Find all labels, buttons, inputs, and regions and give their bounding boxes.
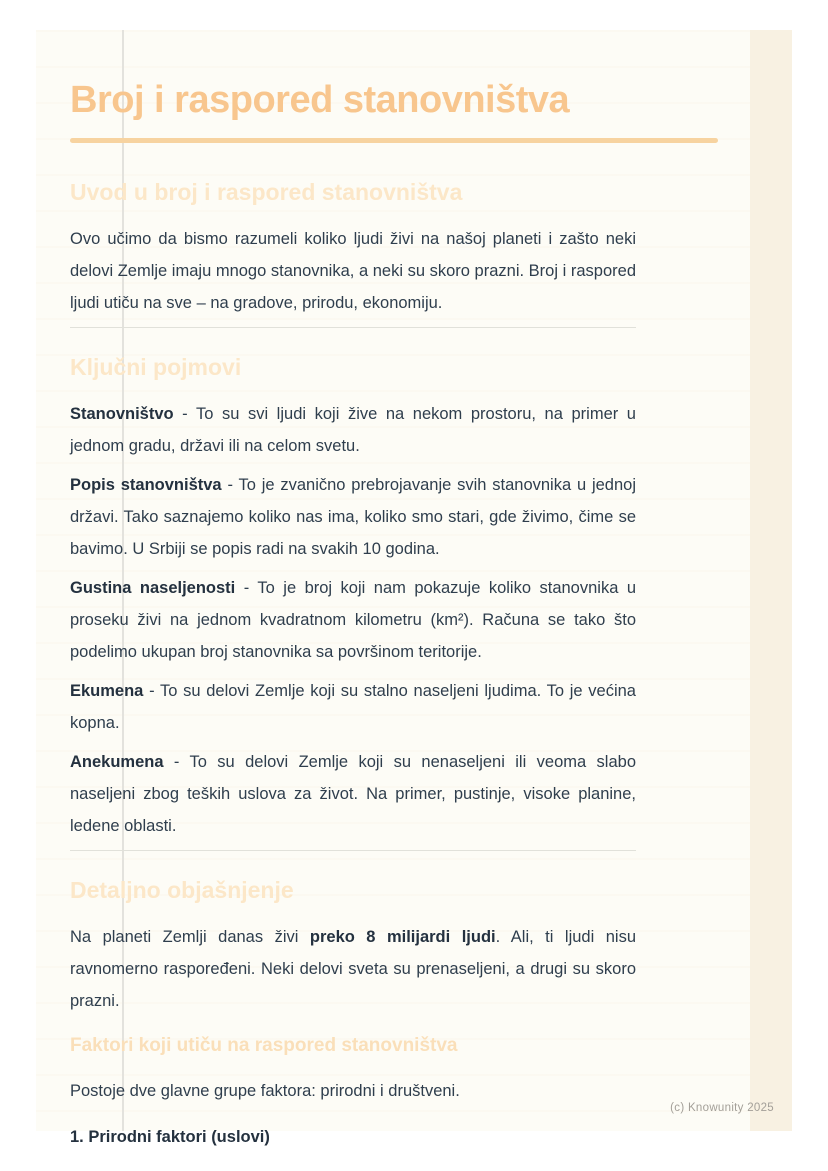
page-title: Broj i raspored stanovništva bbox=[70, 79, 570, 121]
term-definition: - To su delovi Zemlje koji su stalno naseljeni ljudima. To je većina kopna. bbox=[70, 682, 636, 732]
section-heading-intro: Uvod u broj i raspored stanovništva bbox=[70, 179, 463, 205]
section-heading-key-terms: Ključni pojmovi bbox=[70, 354, 242, 380]
page-margin-band bbox=[750, 30, 792, 1131]
factors-item-heading: 1. Prirodni faktori (uslovi) bbox=[70, 1128, 270, 1146]
term-paragraph bbox=[70, 398, 636, 462]
detail-text-pre: Na planeti Zemlji danas živi bbox=[70, 928, 310, 946]
footer-copyright: (c) Knowunity 2025 bbox=[670, 1102, 774, 1114]
term-name: Anekumena bbox=[70, 753, 164, 771]
intro-paragraph: Ovo učimo da bismo razumeli koliko ljudi živi na našoj planeti i zašto neki delovi Zemlje imaju mnogo stanovnika, a neki su skoro prazni. Broj i raspored ljudi utiču na sve – na gradove, prirodu, ekonomiju. bbox=[70, 230, 636, 312]
page-content bbox=[70, 30, 718, 1153]
section-divider bbox=[70, 327, 636, 328]
detail-text-post: . Ali, ti ljudi nisu ravnomerno raspoređeni. Neki delovi sveta su prenaseljeni, a drugi su skoro prazni. bbox=[70, 928, 636, 1010]
term-definition: - To su svi ljudi koji žive na nekom prostoru, na primer u jednom gradu, državi ili na celom svetu. bbox=[70, 405, 636, 455]
term-name: Popis stanovništva bbox=[70, 476, 222, 494]
detail-text-bold: preko 8 milijardi ljudi bbox=[309, 928, 496, 946]
factors-intro-paragraph: Postoje dve glavne grupe faktora: prirodni i društveni. bbox=[70, 1082, 460, 1100]
term-name: Stanovništvo bbox=[70, 405, 174, 423]
detail-paragraph bbox=[70, 921, 636, 1017]
term-definition: - To je zvanično prebrojavanje svih stanovnika u jednoj državi. Tako saznajemo koliko nas ima, koliko smo stari, gde živimo, čime se bavimo. U Srbiji se popis radi na svakih 10 godina. bbox=[70, 476, 636, 558]
term-name: Ekumena bbox=[70, 682, 144, 700]
section-divider bbox=[70, 850, 636, 851]
term-paragraph bbox=[70, 572, 636, 668]
term-name: Gustina naseljenosti bbox=[70, 579, 236, 597]
document-page bbox=[36, 30, 792, 1146]
section-heading-detail: Detaljno objašnjenje bbox=[70, 877, 294, 903]
term-paragraph bbox=[70, 469, 636, 565]
term-definition: - To je broj koji nam pokazuje koliko stanovnika u proseku živi na jednom kvadratnom kilometru (km²). Računa se tako što podelimo ukupan broj stanovnika sa površinom teritorije. bbox=[70, 579, 637, 661]
title-underline-bar bbox=[70, 138, 718, 143]
term-paragraph bbox=[70, 675, 636, 739]
term-paragraph bbox=[70, 746, 636, 842]
subsection-heading-factors: Faktori koji utiču na raspored stanovništva bbox=[70, 1035, 458, 1056]
term-definition: - To su delovi Zemlje koji su nenaseljeni ili veoma slabo naseljeni zbog teških uslova za život. Na primer, pustinje, visoke planine, ledene oblasti. bbox=[70, 753, 636, 835]
